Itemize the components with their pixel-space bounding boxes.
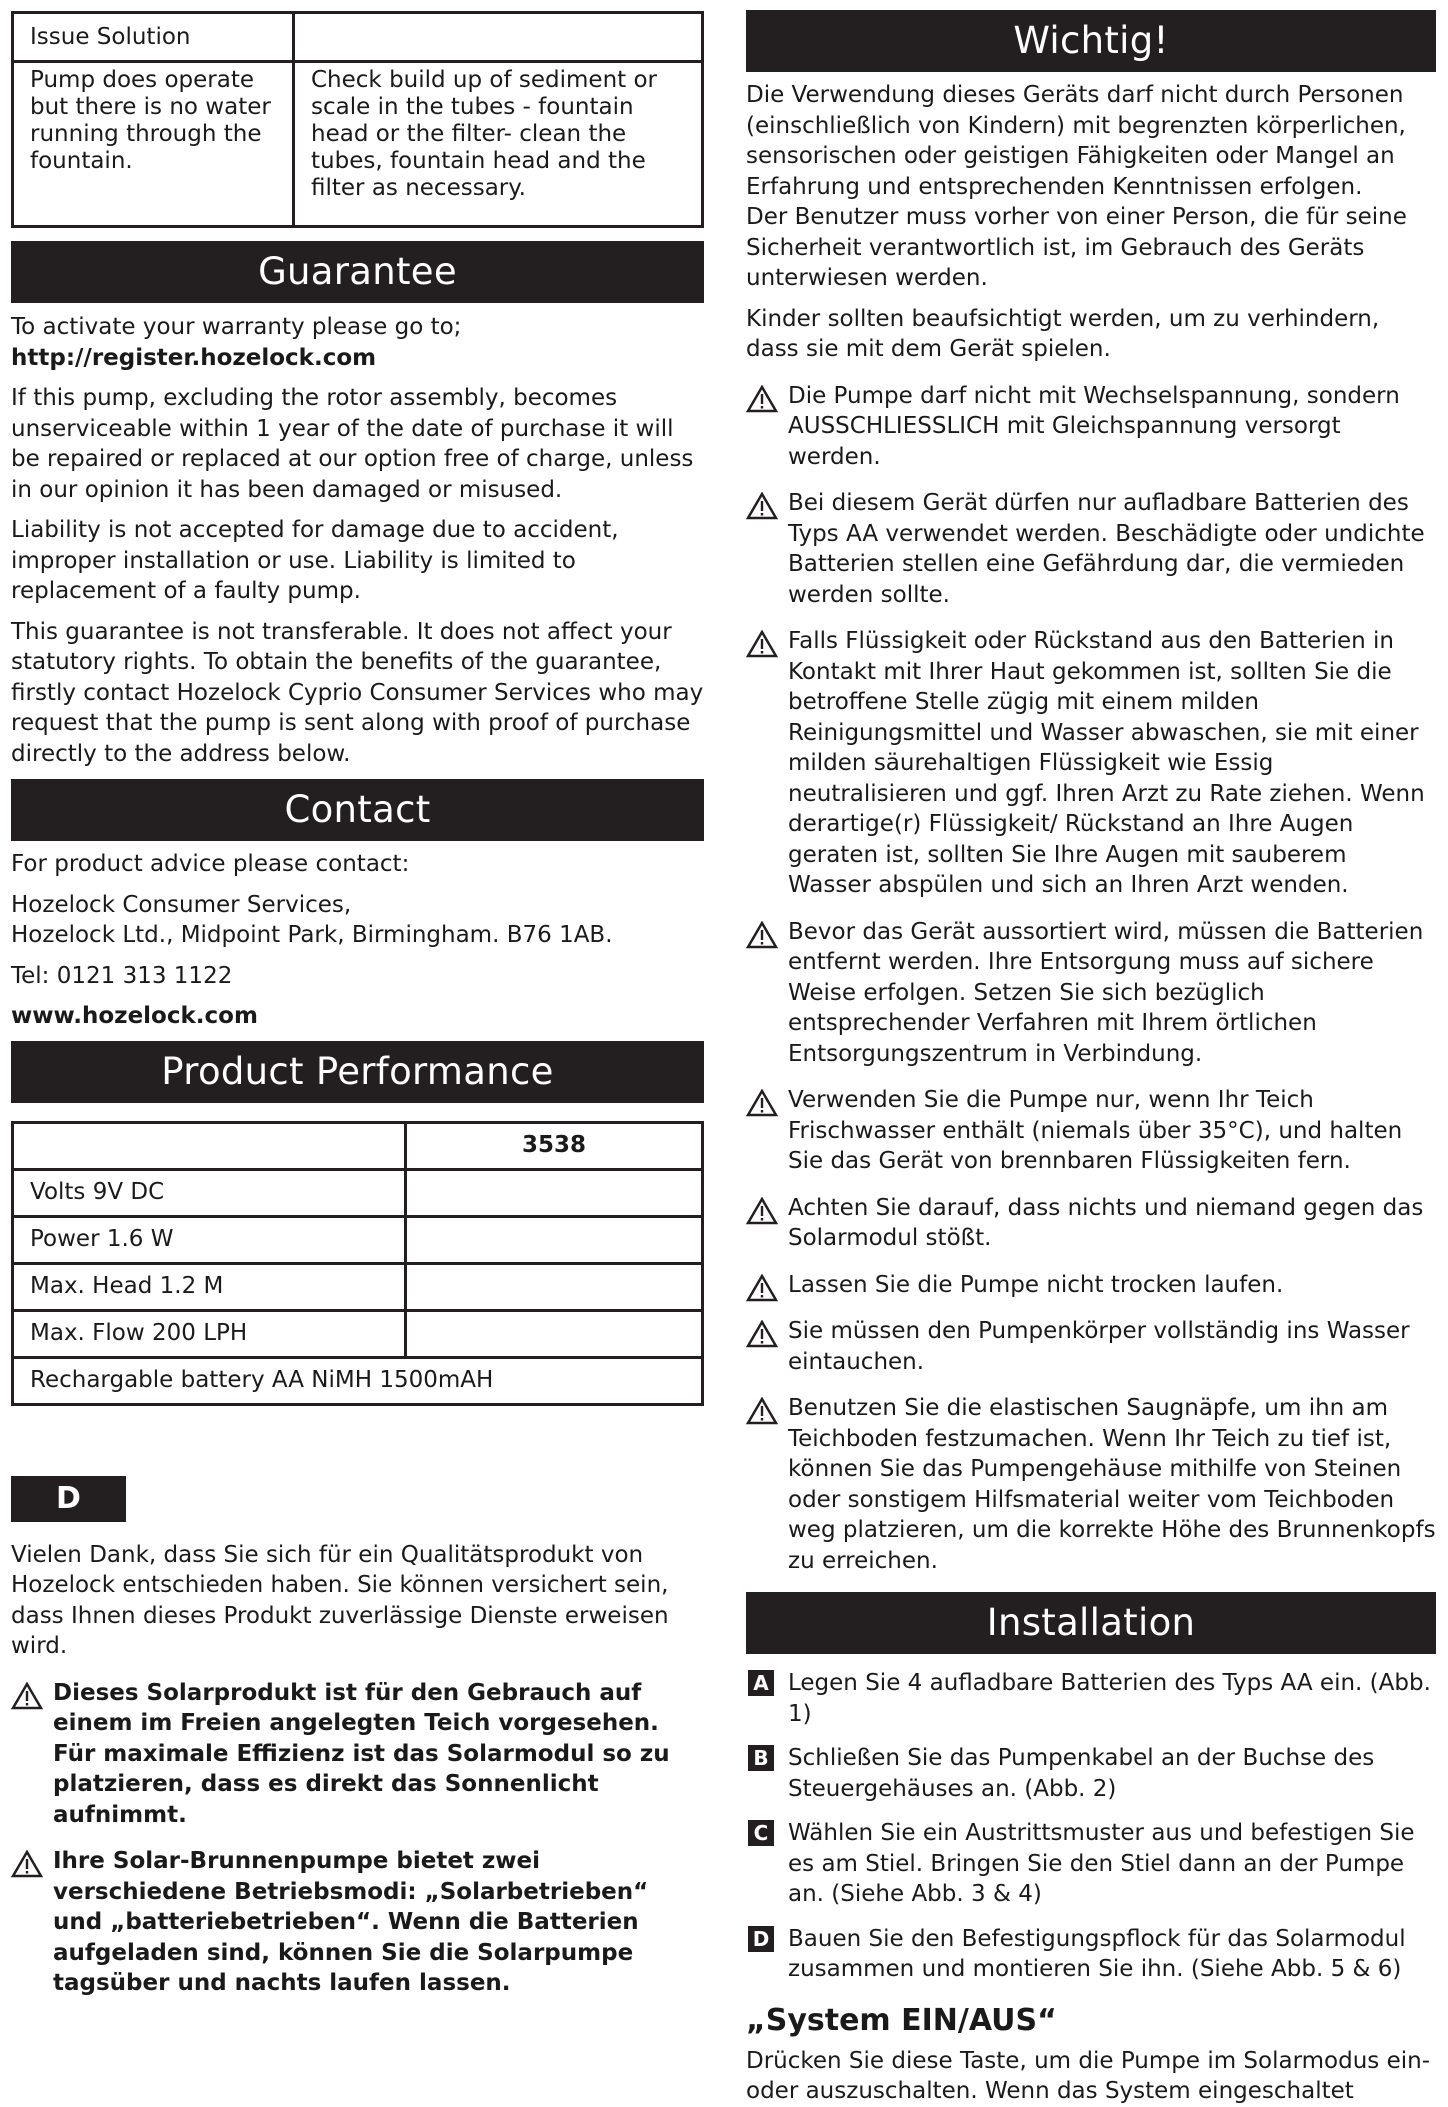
wichtig-warning [746, 917, 1436, 1070]
warning-triangle-icon [746, 921, 778, 949]
solution-header-empty [294, 13, 703, 62]
performance-header-empty [13, 1122, 406, 1169]
installation-step [746, 1668, 1436, 1729]
warning-text: Verwenden Sie die Pumpe nur, wenn Ihr Teich Frischwasser enthält (niemals über 35°C), und halten Sie das Gerät von brennbaren Flüssigkeiten fern. [788, 1087, 1403, 1174]
guarantee-paragraph-1: If this pump, excluding the rotor assembly, becomes unserviceable within 1 year of the date of purchase it will be repaired or replaced at our option free of charge, unless in our opinion it has been damaged or misused. [11, 385, 694, 503]
wichtig-warning-list [746, 381, 1436, 1577]
spec-volts: Volts 9V DC [13, 1169, 406, 1216]
wichtig-warning [746, 1085, 1436, 1177]
spec-value [406, 1216, 703, 1263]
system-on-off-text: Drücken Sie diese Taste, um die Pumpe im Solarmodus ein- oder auszuschalten. Wenn das System eingeschaltet [746, 2047, 1431, 2104]
warning-text: Bevor das Gerät aussortiert wird, müssen die Batterien entfernt werden. Ihre Entsorgung muss auf sichere Weise erfolgen. Setzen Sie sich bezüglich entsprechender Verfahren mit Ihrem örtlichen Entsorgungszentrum in Verbindung. [788, 918, 1424, 1067]
guarantee-paragraph-3: This guarantee is not transferable. It does not affect your statutory rights. To obtain the benefits of the guarantee, firstly contact Hozelock Cyprio Consumer Services who may request that the pump is sent along with proof of purchase directly to the address below. [11, 618, 704, 767]
warning-triangle-icon [746, 1197, 778, 1225]
warning-triangle-icon [746, 1397, 778, 1425]
spec-value [406, 1263, 703, 1310]
issue-solution-table [11, 11, 704, 228]
wichtig-paragraph-3: Kinder sollten beaufsichtigt werden, um zu verhindern, dass sie mit dem Gerät spielen. [746, 305, 1380, 362]
spec-value [406, 1169, 703, 1216]
guarantee-intro: To activate your warranty please go to; [11, 314, 462, 340]
performance-table [11, 1121, 704, 1406]
installation-banner: Installation [746, 1592, 1436, 1654]
wichtig-paragraph-1: Die Verwendung dieses Geräts darf nicht durch Personen (einschließlich von Kindern) mit begrenzten körperlichen, sensorischen oder geistigen Fähigkeiten oder Mangel an Erfahrung und entsprechenden Kenntnissen erfolgen. [746, 82, 1406, 200]
warning-triangle-icon [746, 1089, 778, 1117]
guarantee-banner: Guarantee [11, 241, 704, 303]
step-text: Bauen Sie den Befestigungspflock für das Solarmodul zusammen und montieren Sie ihn. (Siehe Abb. 5 & 6) [788, 1925, 1406, 1982]
contact-advice: For product advice please contact: [11, 851, 410, 877]
installation-step [746, 1924, 1436, 1985]
step-badge: B [748, 1745, 774, 1771]
warning-text: Ihre Solar-Brunnenpumpe bietet zwei verschiedene Betriebsmodi: „Solarbetrieben“ und „batteriebetrieben“. Wenn die Batterien aufgeladen sind, können Sie die Solarpumpe tagsüber und nachts laufen lassen. [53, 1848, 649, 1996]
wichtig-warning [746, 488, 1436, 610]
step-text: Legen Sie 4 aufladbare Batterien des Typs AA ein. (Abb. 1) [788, 1670, 1431, 1727]
issue-header: Issue Solution [13, 13, 294, 62]
contact-banner: Contact [11, 779, 704, 841]
step-badge: D [748, 1926, 774, 1952]
system-on-off-heading: „System EIN/AUS“ [746, 2002, 1057, 2038]
contact-website[interactable]: www.hozelock.com [11, 1003, 258, 1029]
installation-step [746, 1818, 1436, 1910]
wichtig-warning [746, 626, 1436, 901]
installation-steps [746, 1668, 1436, 1985]
performance-banner: Product Performance [11, 1041, 704, 1103]
wichtig-paragraph-2: Der Benutzer muss vorher von einer Person, die für seine Sicherheit verantwortlich ist, im Gebrauch des Geräts unterwiesen werden. [746, 204, 1407, 291]
spec-head: Max. Head 1.2 M [13, 1263, 406, 1310]
wichtig-warning [746, 1270, 1436, 1301]
solution-cell: Check build up of sediment or scale in the tubes - fountain head or the filter- clean the tubes, fountain head and the filter as necessary. [294, 62, 703, 227]
model-number: 3538 [406, 1122, 703, 1169]
guarantee-paragraph-2: Liability is not accepted for damage due to accident, improper installation or use. Liability is limited to replacement of a faulty pump. [11, 517, 619, 604]
wichtig-warning [746, 381, 1436, 473]
warning-triangle-icon [11, 1850, 43, 1878]
german-thanks: Vielen Dank, dass Sie sich für ein Qualitätsprodukt von Hozelock entschieden haben. Sie können versichert sein, dass Ihnen dieses Produkt zuverlässige Dienste erweisen wird. [11, 1541, 669, 1659]
warning-triangle-icon [746, 630, 778, 658]
wichtig-warning [746, 1316, 1436, 1377]
warning-text: Benutzen Sie die elastischen Saugnäpfe, um ihn am Teichboden festzumachen. Wenn Ihr Teich zu tief ist, können Sie das Pumpengehäuse mithilfe von Steinen oder sonstigem Hilfsmaterial weiter vom Teichboden weg platzieren, um die korrekte Höhe des Brunnenkopfs zu erreichen. [788, 1395, 1436, 1574]
warning-text: Die Pumpe darf nicht mit Wechselspannung, sondern AUSSCHLIESSLICH mit Gleichspannung versorgt werden. [788, 382, 1400, 470]
contact-phone: Tel: 0121 313 1122 [11, 962, 233, 989]
warning-text: Lassen Sie die Pumpe nicht trocken laufen. [788, 1271, 1284, 1298]
issue-cell: Pump does operate but there is no water running through the fountain. [13, 62, 294, 227]
warning-text: Sie müssen den Pumpenkörper vollständig ins Wasser eintauchen. [788, 1318, 1410, 1375]
warning-text: Falls Flüssigkeit oder Rückstand aus den Batterien in Kontakt mit Ihrer Haut gekommen ist, sollten Sie die betroffene Stelle zügig mit einem milden Reinigungsmittel und Wasser abwaschen, sie mit einer milden säurehaltigen Flüssigkeit wie Essig neutralisieren und ggf. Ihren Arzt zu Rate ziehen. Wenn derartige(r) Flüssigkeit/ Rückstand an Ihre Augen geraten ist, sollten Sie Ihre Augen mit sauberem Wasser abspülen und sich an Ihren Arzt wenden. [788, 628, 1425, 898]
warning-triangle-icon [11, 1682, 43, 1710]
warranty-link[interactable]: http://register.hozelock.com [11, 344, 377, 371]
warning-triangle-icon [746, 1320, 778, 1348]
warning-triangle-icon [746, 385, 778, 413]
warning-text: Achten Sie darauf, dass nichts und niemand gegen das Solarmodul stößt. [788, 1194, 1424, 1251]
spec-value [406, 1310, 703, 1357]
contact-address: Hozelock Ltd., Midpoint Park, Birmingham. B76 1AB. [11, 922, 613, 948]
warning-solar-usage [11, 1678, 704, 1831]
left-column [11, 0, 704, 1999]
step-text: Wählen Sie ein Austrittsmuster aus und befestigen Sie es am Stiel. Bringen Sie den Stiel dann an der Pumpe an. (Siehe Abb. 3 & 4) [788, 1820, 1415, 1907]
step-text: Schließen Sie das Pumpenkabel an der Buchse des Steuergehäuses an. (Abb. 2) [788, 1745, 1375, 1802]
installation-step [746, 1743, 1436, 1804]
spec-flow: Max. Flow 200 LPH [13, 1310, 406, 1357]
step-badge: C [748, 1820, 774, 1846]
spec-power: Power 1.6 W [13, 1216, 406, 1263]
contact-company: Hozelock Consumer Services, [11, 891, 352, 918]
warning-text: Bei diesem Gerät dürfen nur aufladbare Batterien des Typs AA verwendet werden. Beschädigte oder undichte Batterien stellen eine Gefährdung dar, die vermieden werden sollte. [788, 490, 1425, 608]
warning-triangle-icon [746, 1274, 778, 1302]
right-column [746, 0, 1436, 2107]
language-tag-d: D [11, 1476, 126, 1522]
warning-text: Dieses Solarprodukt ist für den Gebrauch auf einem im Freien angelegten Teich vorgesehen. Für maximale Effizienz ist das Solarmodul so zu platzieren, dass es direkt das Sonnenlicht aufnimmt. [53, 1679, 670, 1828]
spec-battery: Rechargable battery AA NiMH 1500mAH [13, 1357, 703, 1404]
wichtig-warning [746, 1193, 1436, 1254]
wichtig-banner: Wichtig! [746, 10, 1436, 72]
warning-triangle-icon [746, 492, 778, 520]
step-badge: A [748, 1670, 774, 1696]
wichtig-warning [746, 1393, 1436, 1576]
warning-operating-modes [11, 1846, 704, 1999]
